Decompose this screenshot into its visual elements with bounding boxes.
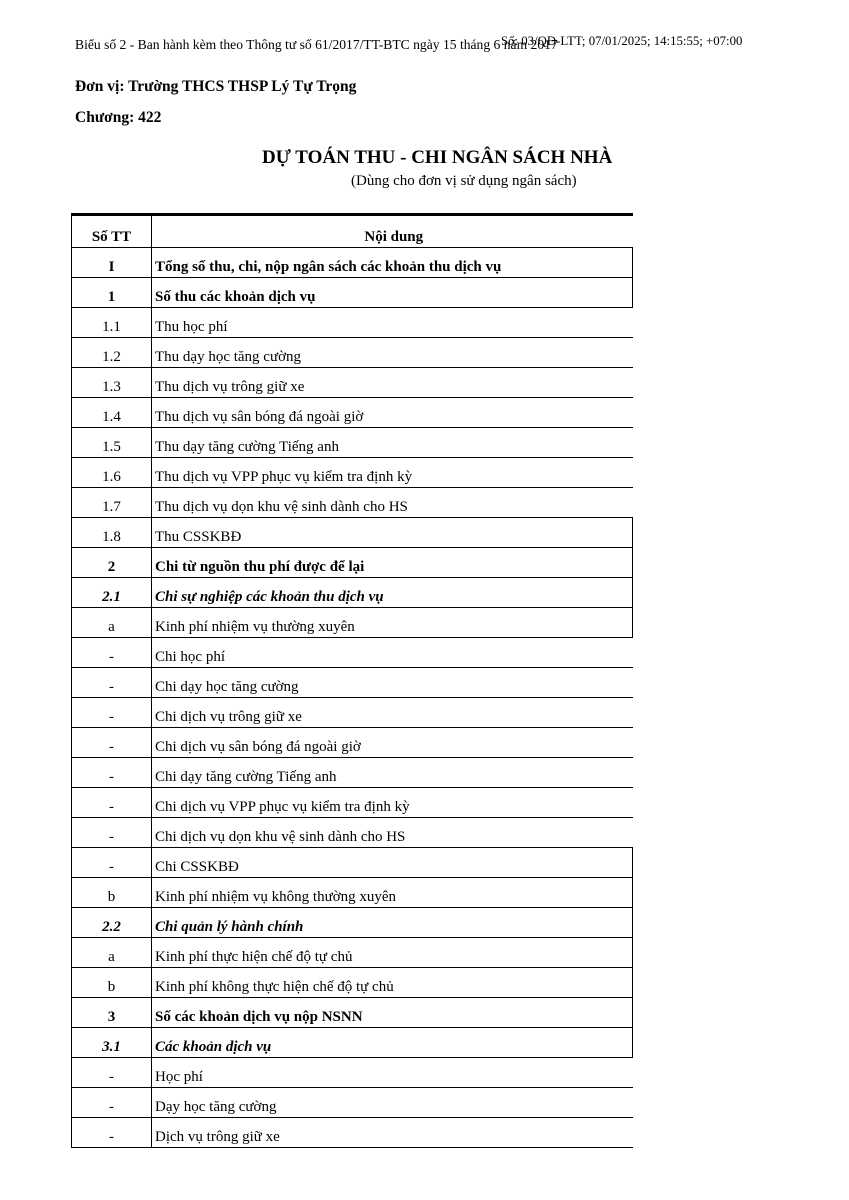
row-content: Thu học phí xyxy=(152,308,633,338)
table-row xyxy=(72,428,633,458)
row-content: Thu dịch vụ dọn khu vệ sinh dành cho HS xyxy=(152,488,633,518)
table-row xyxy=(72,398,633,428)
row-number: - xyxy=(72,758,152,788)
row-number: - xyxy=(72,698,152,728)
table-row xyxy=(72,848,633,878)
row-content: Kinh phí thực hiện chế độ tự chủ xyxy=(152,938,633,968)
table-row xyxy=(72,1088,633,1118)
row-number: 3.1 xyxy=(72,1028,152,1058)
row-content: Thu CSSKBĐ xyxy=(152,518,633,548)
table-row xyxy=(72,368,633,398)
row-content: Số các khoản dịch vụ nộp NSNN xyxy=(152,998,633,1028)
row-number: a xyxy=(72,938,152,968)
table-row xyxy=(72,968,633,998)
row-number: 2 xyxy=(72,548,152,578)
row-content: Chi quản lý hành chính xyxy=(152,908,633,938)
row-number: b xyxy=(72,878,152,908)
table-row xyxy=(72,668,633,698)
table-row xyxy=(72,458,633,488)
row-number: - xyxy=(72,638,152,668)
row-number: 2.2 xyxy=(72,908,152,938)
row-content: Dịch vụ trông giữ xe xyxy=(152,1118,633,1148)
row-content: Chi từ nguồn thu phí được để lại xyxy=(152,548,633,578)
chapter-code: Chương: 422 xyxy=(75,109,162,126)
row-content: Các khoản dịch vụ xyxy=(152,1028,633,1058)
row-content: Học phí xyxy=(152,1058,633,1088)
row-number: 1.1 xyxy=(72,308,152,338)
table-row xyxy=(72,728,633,758)
row-number: - xyxy=(72,788,152,818)
row-number: - xyxy=(72,1088,152,1118)
table-row xyxy=(72,518,633,548)
table-row xyxy=(72,638,633,668)
document-title: DỰ TOÁN THU - CHI NGÂN SÁCH NHÀ xyxy=(262,147,613,168)
row-content: Dạy học tăng cường xyxy=(152,1088,633,1118)
row-content: Số thu các khoản dịch vụ xyxy=(152,278,633,308)
row-number: 1.5 xyxy=(72,428,152,458)
table-row xyxy=(72,908,633,938)
table-row xyxy=(72,758,633,788)
row-number: 1.4 xyxy=(72,398,152,428)
table-row xyxy=(72,278,633,308)
row-content: Thu dịch vụ trông giữ xe xyxy=(152,368,633,398)
row-number: - xyxy=(72,668,152,698)
row-number: - xyxy=(72,1058,152,1088)
row-content: Chi dịch vụ trông giữ xe xyxy=(152,698,633,728)
row-number: 2.1 xyxy=(72,578,152,608)
table-row xyxy=(72,1118,633,1148)
row-number: 1 xyxy=(72,278,152,308)
table-row xyxy=(72,308,633,338)
table-row xyxy=(72,1058,633,1088)
row-content: Tổng số thu, chi, nộp ngân sách các khoản thu dịch vụ xyxy=(152,248,633,278)
row-content: Kinh phí nhiệm vụ thường xuyên xyxy=(152,608,633,638)
row-content: Chi học phí xyxy=(152,638,633,668)
table-row xyxy=(72,998,633,1028)
row-content: Chi dạy học tăng cường xyxy=(152,668,633,698)
table-header-row xyxy=(72,215,633,248)
row-content: Chi dịch vụ sân bóng đá ngoài giờ xyxy=(152,728,633,758)
row-number: - xyxy=(72,1118,152,1148)
header-document-stamp: Số: 03/QĐ-LTT; 07/01/2025; 14:15:55; +07:00 xyxy=(501,34,743,48)
table-row xyxy=(72,698,633,728)
table-row xyxy=(72,1028,633,1058)
unit-name: Đơn vị: Trường THCS THSP Lý Tự Trọng xyxy=(75,78,357,95)
row-content: Chi dịch vụ dọn khu vệ sinh dành cho HS xyxy=(152,818,633,848)
row-number: 1.7 xyxy=(72,488,152,518)
row-content: Thu dịch vụ VPP phục vụ kiểm tra định kỳ xyxy=(152,458,633,488)
row-content: Chi CSSKBĐ xyxy=(152,848,633,878)
table-row xyxy=(72,488,633,518)
row-number: - xyxy=(72,818,152,848)
column-header-content: Nội dung xyxy=(152,215,633,248)
row-content: Kinh phí không thực hiện chế độ tự chủ xyxy=(152,968,633,998)
table-row xyxy=(72,788,633,818)
row-content: Chi sự nghiệp các khoản thu dịch vụ xyxy=(152,578,633,608)
table-row xyxy=(72,248,633,278)
row-content: Chi dạy tăng cường Tiếng anh xyxy=(152,758,633,788)
table-row xyxy=(72,818,633,848)
row-number: 1.6 xyxy=(72,458,152,488)
row-content: Thu dạy học tăng cường xyxy=(152,338,633,368)
row-content: Kinh phí nhiệm vụ không thường xuyên xyxy=(152,878,633,908)
row-number: 1.3 xyxy=(72,368,152,398)
header-form-reference: Biểu số 2 - Ban hành kèm theo Thông tư số 61/2017/TT-BTC ngày 15 tháng 6 năm 2017 xyxy=(75,37,558,52)
row-number: - xyxy=(72,728,152,758)
row-number: 3 xyxy=(72,998,152,1028)
row-number: b xyxy=(72,968,152,998)
table-row xyxy=(72,878,633,908)
row-content: Chi dịch vụ VPP phục vụ kiểm tra định kỳ xyxy=(152,788,633,818)
row-number: - xyxy=(72,848,152,878)
row-number: I xyxy=(72,248,152,278)
table-row xyxy=(72,578,633,608)
row-content: Thu dạy tăng cường Tiếng anh xyxy=(152,428,633,458)
row-number: 1.8 xyxy=(72,518,152,548)
row-number: 1.2 xyxy=(72,338,152,368)
document-subtitle: (Dùng cho đơn vị sử dụng ngân sách) xyxy=(351,173,577,189)
budget-table xyxy=(71,213,633,1148)
row-number: a xyxy=(72,608,152,638)
table-row xyxy=(72,608,633,638)
table-row xyxy=(72,338,633,368)
column-header-stt: Số TT xyxy=(72,215,152,248)
table-row xyxy=(72,548,633,578)
row-content: Thu dịch vụ sân bóng đá ngoài giờ xyxy=(152,398,633,428)
table-row xyxy=(72,938,633,968)
